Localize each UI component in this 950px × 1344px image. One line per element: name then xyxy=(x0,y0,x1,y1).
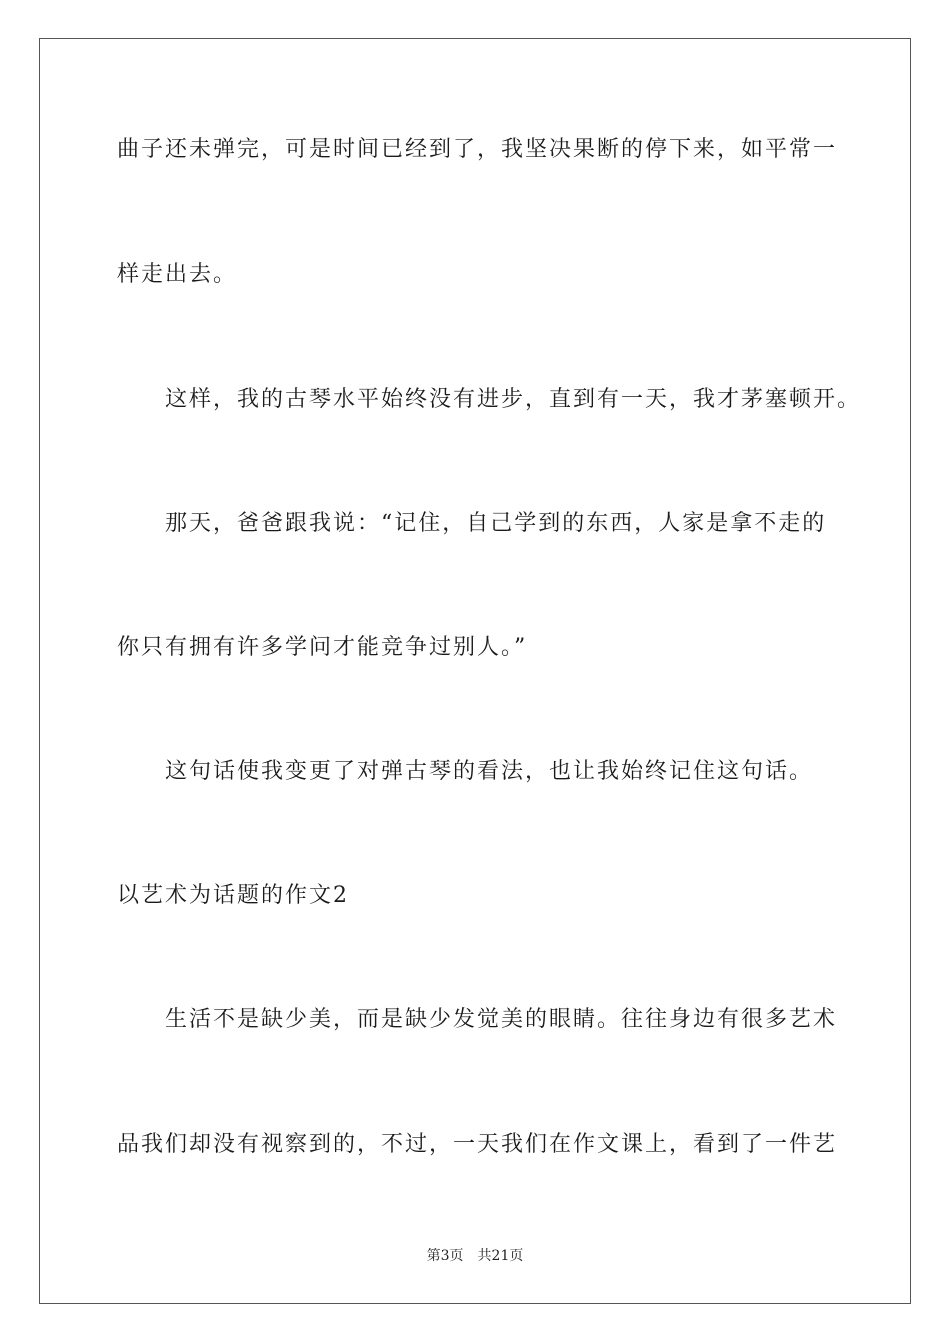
paragraph-line: 这句话使我变更了对弹古琴的看法，也让我始终记住这句话。 xyxy=(165,759,814,784)
paragraph-line: 那天，爸爸跟我说：“记住，自己学到的东西，人家是拿不走的 xyxy=(165,511,827,536)
paragraph-line: 这样，我的古琴水平始终没有进步，直到有一天，我才茅塞顿开。 xyxy=(165,387,862,412)
page-number: 第3页 xyxy=(426,1248,464,1264)
page-border xyxy=(39,38,911,1304)
paragraph-line: 曲子还未弹完，可是时间已经到了，我坚决果断的停下来，如平常一 xyxy=(117,137,838,162)
paragraph-line: 品我们却没有视察到的，不过，一天我们在作文课上，看到了一件艺 xyxy=(117,1132,838,1157)
section-heading: 以艺术为话题的作文2 xyxy=(117,883,349,908)
paragraph-line: 生活不是缺少美，而是缺少发觉美的眼睛。往往身边有很多艺术 xyxy=(165,1007,838,1032)
paragraph-line: 样走出去。 xyxy=(117,262,238,287)
paragraph-line: 你只有拥有许多学问才能竞争过别人。” xyxy=(117,635,528,660)
page-footer xyxy=(0,1246,950,1266)
page-total: 共21页 xyxy=(477,1248,524,1264)
